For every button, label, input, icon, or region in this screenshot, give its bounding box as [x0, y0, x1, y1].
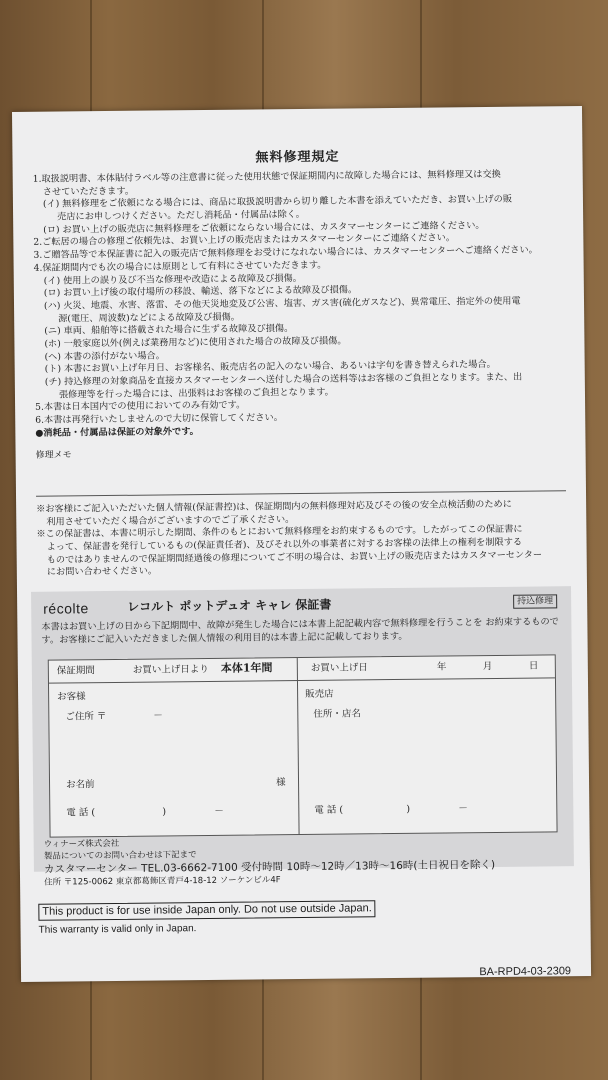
privacy-notes	[36, 498, 569, 580]
rule-line: (ロ) お買い上げの販売店に無料修理をご依頼にならない場合には、カスタマーセンターにご連絡ください。	[43, 219, 485, 236]
rule-line: 2.ご転居の場合の修理ご依頼先は、お買い上げの販売店またはカスタマーセンターにご連絡ください。	[33, 232, 456, 249]
rule-line: させていただきます。	[42, 185, 135, 198]
note-line: にお問い合わせください。	[46, 565, 158, 579]
rule-line: (イ) 使用上の誤り及び不当な修理や改造による故障及び損傷。	[43, 272, 302, 287]
rule-line: 源(電圧、周波数)などによる故障及び損傷。	[58, 311, 240, 325]
warranty-card	[31, 586, 574, 888]
rule-line: ●消耗品・付属品は保証の対象外です。	[35, 425, 199, 439]
company-name: ウィナーズ株式会社	[43, 838, 120, 850]
rule-line: (チ) 持込修理の対象商品を直接カスタマーセンターへ送付した場合の送料等はお客様のご負担となります。また、出	[44, 371, 523, 388]
note-line: よって、保証書を発行しているもの(保証責任者)、及びそれ以外の事業者に対するお客様の法律上の権利を制限する	[46, 536, 523, 553]
customer-phone-paren: )	[162, 806, 167, 818]
divider	[36, 490, 566, 497]
rule-line: 1.取扱説明書、本体貼付ラベル等の注意書に従った使用状態で保証期間内に故障した場合には、無料修理又は交換	[32, 168, 501, 185]
document-code: BA-RPD4-03-2309	[479, 965, 572, 979]
period-from: お買い上げ日より	[132, 663, 209, 676]
rule-line: 6.本書は再発行いたしませんので大切に保管してください。	[35, 412, 283, 426]
inquiry-note: 製品についてのお問い合わせは下記まで	[43, 849, 197, 862]
rule-line: (ホ) 一般家庭以外(例えば業務用など)に使用された場合の故障及び損傷。	[44, 335, 347, 350]
shop-address-label: 住所・店名	[313, 708, 361, 720]
day-label: 日	[528, 660, 539, 672]
brand-logo: récolte	[43, 600, 89, 617]
warranty-form-table	[48, 654, 558, 837]
warranty-validity: This warranty is valid only in Japan.	[38, 923, 197, 936]
address-label: ご住所 〒	[65, 711, 107, 723]
english-notice	[38, 900, 376, 938]
rule-line: 張修理等を行った場合には、出張料はお客様のご負担となります。	[58, 386, 334, 401]
rule-line: (ヘ) 本書の添付がない場合。	[44, 350, 165, 363]
honorific: 様	[275, 777, 286, 789]
rule-line: 4.保証期間内でも次の場合には原則として有料にさせていただきます。	[33, 259, 327, 274]
customer-phone-label: 電 話 (	[66, 807, 96, 819]
period-label: 保証期間	[56, 665, 95, 677]
rules-list	[33, 168, 566, 440]
customer-label: お客様	[57, 691, 86, 703]
table-divider	[297, 658, 300, 834]
rule-line: (ト) 本書にお買い上げ年月日、お客様名、販売店名の記入のない場合、あるいは字句を書き替えられた場合。	[44, 359, 496, 375]
rule-line: (ニ) 車両、船舶等に搭載された場合に生ずる故障及び損傷。	[44, 323, 294, 337]
carry-in-repair-badge: 持込修理	[513, 594, 557, 609]
purchase-date-label: お買い上げ日	[310, 662, 368, 674]
note-line: ※この保証書は、本書に明示した期間、条件のもとにおいて無料修理をお約束するものです。したがってこの保証書に	[36, 524, 523, 541]
japan-only-notice: This product is for use inside Japan only. Do not use outside Japan.	[38, 900, 376, 921]
page-title: 無料修理規定	[255, 149, 340, 166]
rule-line: (ロ) お買い上げ後の取付場所の移設、輸送、落下などによる故障及び損傷。	[43, 284, 358, 299]
note-line: ものではありませんので保証期間経過後の修理についてご不明の場合は、お買い上げの販売店またはカスタマーセンター	[46, 549, 543, 566]
warranty-sheet	[12, 106, 591, 982]
postal-dash: －	[153, 710, 163, 722]
name-label: お名前	[65, 779, 95, 791]
company-info	[44, 834, 564, 889]
rule-line: 5.本書は日本国内での使用においてのみ有効です。	[35, 399, 246, 414]
rule-line: 売店にお申しつけください。ただし消耗品・付属品は除く。	[57, 209, 306, 223]
customer-phone-dash: －	[214, 805, 224, 817]
rule-line: (ハ) 火災、地震、水害、落雷、その他天災地変及び公害、塩害、ガス害(硫化ガスなど)、異常電圧、指定外の使用電	[43, 295, 521, 312]
year-label: 年	[436, 661, 447, 673]
shop-phone-paren: )	[406, 803, 411, 815]
note-line: ※お客様にご記入いただいた個人情報(保証書控)は、保証期間内の無料修理対応及びその後の安全点検活動のために	[36, 498, 512, 515]
note-line: 利用させていただく場合がございますのでご了承ください。	[46, 513, 295, 528]
customer-center: カスタマーセンター TEL.03-6662-7100 受付時間 10時～12時／13時～16時(土日祝日を除く)	[43, 859, 496, 877]
shop-phone-dash: －	[458, 803, 468, 815]
shop-phone-label: 電 話 (	[314, 804, 344, 816]
shop-label: 販売店	[305, 688, 334, 700]
rule-line: 3.ご贈答品等で本保証書に記入の販売店で無料修理をお受けになれない場合には、カスタマーセンターへご連絡ください。	[33, 244, 538, 261]
period-value: 本体1年間	[220, 661, 273, 675]
company-address: 住所 〒125-0062 東京都葛飾区青戸4-18-12 ソーケンビル4F	[44, 875, 281, 888]
rule-line: (イ) 無料修理をご依頼になる場合には、商品に取扱説明書から切り離した本書を添えていただき、お買い上げの販	[42, 194, 513, 211]
month-label: 月	[482, 661, 493, 673]
card-title: レコルト ポットデュオ キャレ 保証書	[127, 597, 332, 614]
repair-memo-label: 修理メモ	[35, 450, 72, 461]
table-divider	[49, 677, 555, 683]
card-intro: 本書はお買い上げの日から下記期間中、故障が発生した場合には本書上記記載内容で無料修理を行うことを お約束するものです。お客様にご記入いただきました個人情報の利用目的は本書上記に記載しております。	[41, 616, 559, 646]
